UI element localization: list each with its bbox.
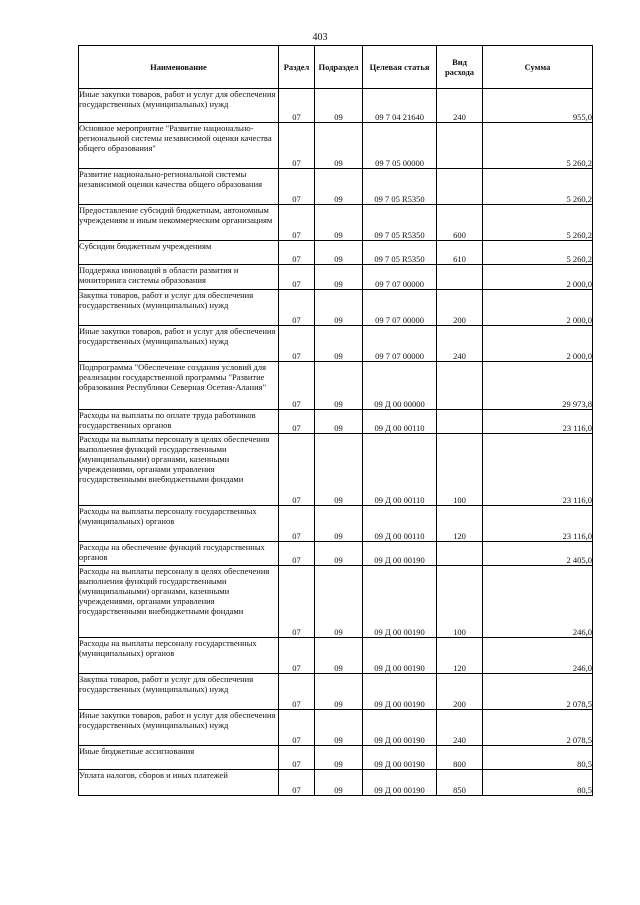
row-type: 240 [437,326,483,362]
row-sum: 23 116,0 [483,506,593,542]
row-type: 600 [437,205,483,241]
row-name: Развитие национально-региональной системы независимой оценки качества общего образования [79,169,279,205]
row-target: 09 7 07 00000 [363,290,437,326]
row-subsection: 09 [315,566,363,638]
row-name: Основное мероприятие "Развитие национально-региональной системы независимой оценки качества общего образования" [79,123,279,169]
table-row [79,241,593,265]
row-type: 100 [437,434,483,506]
row-sum: 80,5 [483,746,593,770]
row-name: Иные закупки товаров, работ и услуг для обеспечения государственных (муниципальных) нужд [79,326,279,362]
row-subsection: 09 [315,205,363,241]
row-name: Расходы на выплаты персоналу в целях обеспечения выполнения функций государственными (муниципальными) органами, казенными учреждениями, органами управления государственными внебюджетными фондами [79,566,279,638]
table-row [79,205,593,241]
row-target: 09 7 07 00000 [363,326,437,362]
row-target: 09 7 05 R5350 [363,205,437,241]
row-subsection: 09 [315,410,363,434]
header-subsection: Подраздел [315,46,363,89]
row-subsection: 09 [315,362,363,410]
row-type: 610 [437,241,483,265]
table-row [79,506,593,542]
row-section: 07 [279,326,315,362]
header-type: Вид расхода [437,46,483,89]
row-section: 07 [279,710,315,746]
row-name: Уплата налогов, сборов и иных платежей [79,770,279,796]
row-sum: 5 260,2 [483,123,593,169]
row-subsection: 09 [315,241,363,265]
row-sum: 5 260,2 [483,205,593,241]
row-subsection: 09 [315,326,363,362]
row-subsection: 09 [315,638,363,674]
row-section: 07 [279,123,315,169]
row-subsection: 09 [315,710,363,746]
row-target: 09 Д 00 00190 [363,638,437,674]
row-sum: 246,0 [483,638,593,674]
row-target: 09 7 04 21640 [363,89,437,123]
budget-table [78,45,593,796]
table-row [79,169,593,205]
header-sum: Сумма [483,46,593,89]
row-subsection: 09 [315,674,363,710]
row-target: 09 Д 00 00190 [363,710,437,746]
row-name: Иные закупки товаров, работ и услуг для обеспечения государственных (муниципальных) нужд [79,710,279,746]
row-section: 07 [279,410,315,434]
row-sum: 2 405,0 [483,542,593,566]
row-target: 09 Д 00 00110 [363,434,437,506]
row-type: 100 [437,566,483,638]
row-type [437,123,483,169]
row-sum: 5 260,2 [483,169,593,205]
table-row [79,265,593,290]
row-name: Иные закупки товаров, работ и услуг для обеспечения государственных (муниципальных) нужд [79,89,279,123]
table-row [79,362,593,410]
row-type: 120 [437,638,483,674]
table-row [79,710,593,746]
table-row [79,326,593,362]
row-type: 200 [437,674,483,710]
row-name: Поддержка инноваций в области развития и мониторинга системы образования [79,265,279,290]
row-target: 09 Д 00 00190 [363,674,437,710]
row-type: 200 [437,290,483,326]
row-name: Закупка товаров, работ и услуг для обеспечения государственных (муниципальных) нужд [79,674,279,710]
table-row [79,542,593,566]
row-type [437,410,483,434]
row-sum: 5 260,2 [483,241,593,265]
row-subsection: 09 [315,770,363,796]
row-section: 07 [279,169,315,205]
row-subsection: 09 [315,290,363,326]
table-header [79,46,593,89]
page-number: 403 [312,32,328,43]
table-row [79,770,593,796]
row-name: Субсидии бюджетным учреждениям [79,241,279,265]
row-type [437,169,483,205]
row-section: 07 [279,434,315,506]
row-target: 09 Д 00 00110 [363,410,437,434]
row-name: Иные бюджетные ассигнования [79,746,279,770]
row-target: 09 Д 00 00190 [363,566,437,638]
row-name: Расходы на выплаты по оплате труда работников государственных органов [79,410,279,434]
row-target: 09 7 07 00000 [363,265,437,290]
row-section: 07 [279,362,315,410]
table-row [79,434,593,506]
row-sum: 955,0 [483,89,593,123]
row-name: Расходы на обеспечение функций государственных органов [79,542,279,566]
row-type [437,362,483,410]
row-name: Закупка товаров, работ и услуг для обеспечения государственных (муниципальных) нужд [79,290,279,326]
row-section: 07 [279,542,315,566]
row-sum: 2 000,0 [483,326,593,362]
row-target: 09 7 05 R5350 [363,169,437,205]
row-type: 800 [437,746,483,770]
row-type: 240 [437,89,483,123]
row-sum: 2 078,5 [483,710,593,746]
row-sum: 2 000,0 [483,265,593,290]
row-section: 07 [279,290,315,326]
header-name: Наименование [79,46,279,89]
header-target: Целевая статья [363,46,437,89]
row-subsection: 09 [315,542,363,566]
row-subsection: 09 [315,506,363,542]
row-subsection: 09 [315,434,363,506]
row-subsection: 09 [315,265,363,290]
table-row [79,290,593,326]
row-type [437,265,483,290]
row-subsection: 09 [315,123,363,169]
row-name: Расходы на выплаты персоналу государственных (муниципальных) органов [79,506,279,542]
table-row [79,674,593,710]
row-section: 07 [279,241,315,265]
row-section: 07 [279,746,315,770]
row-target: 09 Д 00 00000 [363,362,437,410]
row-target: 09 Д 00 00190 [363,542,437,566]
row-subsection: 09 [315,169,363,205]
row-name: Подпрограмма "Обеспечение создания условий для реализации государственной программы "Развитие образования Республики Северная Осетия-Алания" [79,362,279,410]
table-row [79,410,593,434]
row-sum: 246,0 [483,566,593,638]
row-section: 07 [279,674,315,710]
row-section: 07 [279,566,315,638]
table-row [79,566,593,638]
row-section: 07 [279,770,315,796]
row-subsection: 09 [315,746,363,770]
row-name: Предоставление субсидий бюджетным, автономным учреждениям и иным некоммерческим организациям [79,205,279,241]
row-target: 09 7 05 00000 [363,123,437,169]
row-target: 09 Д 00 00110 [363,506,437,542]
row-section: 07 [279,89,315,123]
row-section: 07 [279,638,315,674]
row-section: 07 [279,506,315,542]
table-row [79,638,593,674]
row-sum: 23 116,0 [483,434,593,506]
row-sum: 2 078,5 [483,674,593,710]
row-name: Расходы на выплаты персоналу в целях обеспечения выполнения функций государственными (муниципальными) органами, казенными учреждениями, органами управления государственными внебюджетными фондами [79,434,279,506]
row-sum: 80,5 [483,770,593,796]
row-section: 07 [279,265,315,290]
row-type: 240 [437,710,483,746]
row-subsection: 09 [315,89,363,123]
header-section: Раздел [279,46,315,89]
row-target: 09 7 05 R5350 [363,241,437,265]
table-row [79,746,593,770]
row-type: 850 [437,770,483,796]
table-row [79,123,593,169]
row-sum: 29 973,8 [483,362,593,410]
row-name: Расходы на выплаты персоналу государственных (муниципальных) органов [79,638,279,674]
row-section: 07 [279,205,315,241]
row-target: 09 Д 00 00190 [363,770,437,796]
row-type [437,542,483,566]
row-sum: 2 000,0 [483,290,593,326]
table-row [79,89,593,123]
row-type: 120 [437,506,483,542]
table-body [79,89,593,796]
row-sum: 23 116,0 [483,410,593,434]
row-target: 09 Д 00 00190 [363,746,437,770]
